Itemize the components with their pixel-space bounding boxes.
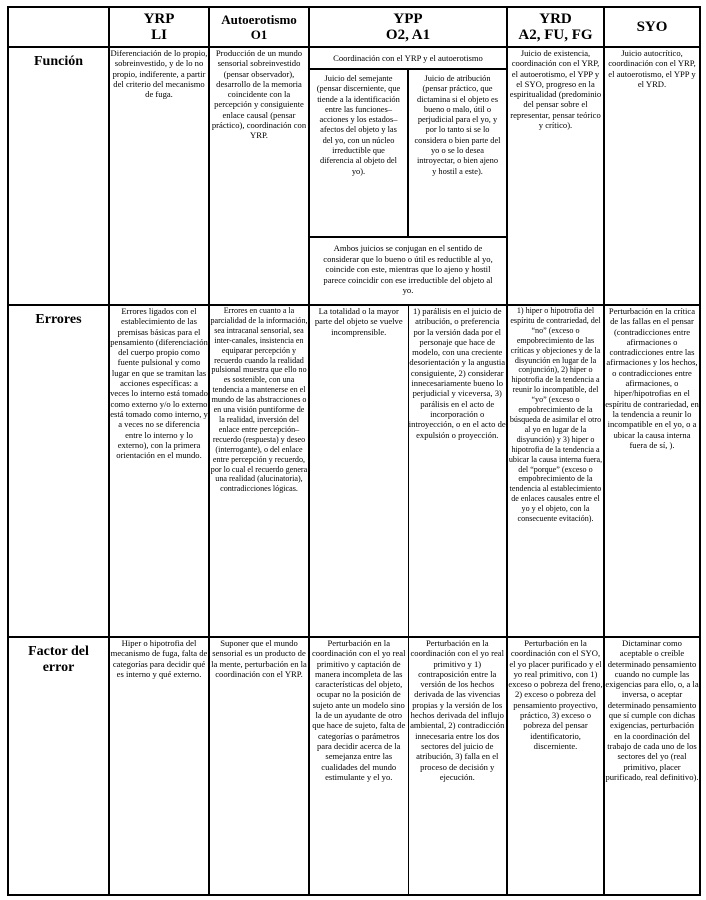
funcion-yrp-cell: Diferenciación de lo propio, sobreinvestido, y de lo no propio, indiferente, a partir del criterio del mecanismo de fuga. (109, 47, 209, 305)
funcion-yrd-cell: Juicio de existencia, coordinación con el YRP, el autoerotismo, el YPP y el SYO, progreso en la espiritualidad (predominio del pensar sobre el representar, pensar teórico y crítico). (507, 47, 604, 305)
header-corner (8, 7, 109, 47)
factor-syo-cell: Dictaminar como aceptable o creíble determinado pensamiento cuando no cumple las exigencias para ello, o, a la inversa, o aceptar determinado pensamiento que sí cumple con dichas exigencias, perturbación en la coordinación del trabajo de cada uno de los sectores del yo (real primitivo, placer purificado, real definitivo). (604, 637, 700, 895)
errores-yrd-cell: 1) hiper o hipotrofia del espíritu de contrariedad, del “no” (exceso o empobrecimiento de las críticas y objeciones y de la disyunción en lugar de la conjunción), 2) hiper o hipotrofia de la tendencia a reunir lo incompatible, del “yo” (exceso o empobrecimiento de la búsqueda de asimilar el otro al yo en lugar de la disyunción) y 3) hiper o hipotrofia de la tendencia a ubicar la causa interna fuera, del “porque” (exceso o empobrecimiento de la tendencia al establecimiento de enlaces causales entre el yo y el objeto, con la consecuente evitación). (507, 305, 604, 637)
funcion-ypp-split (310, 70, 506, 238)
header-ypp-line1: YPP (393, 11, 423, 27)
header-ypp-line2: O2, A1 (385, 27, 431, 43)
factor-auto-cell: Suponer que el mundo sensorial es un producto de la mente, perturbación en la coordinación con el YRP. (209, 637, 309, 895)
factor-ypp-left: Perturbación en la coordinación con el yo real primitivo y captación de manera incompleta de las características del objeto, ocupar no la posición de sujeto ante un modelo sino la de un ayudante de otro que hace de sujeto, falta de categorías o parámetros para decidir acerca de la semejanza entre las cualidades del mundo estimulante y el yo. (309, 637, 408, 895)
factor-ypp-right: Perturbación en la coordinación con el yo real primitivo y 1) contraposición entre la versión de los hechos derivada de las vivencias propias y la versión de los hechos derivada del influjo ambiental, 2) contradicción innecesaria entre los dos sectores del juicio de atribución, 3) falla en el proceso de decisión y ejecución. (408, 637, 507, 895)
header-ypp (309, 7, 507, 47)
errores-yrp-cell: Errores ligados con el establecimiento de las premisas básicas para el pensamiento (diferenciación del cuerpo propio como fuente pulsional y como lugar en que se tramitan las acciones específicas: a veces lo interno está tomado como externo y/o lo externo está tomado como interno, y a veces no se diferencia entre lo interno y lo externo), con la primera orientación en el mundo. (109, 305, 209, 637)
header-yrd-line1: YRD (539, 11, 572, 27)
factor-yrd-cell: Perturbación en la coordinación con el SYO, el yo placer purificado y el yo real primitivo, con 1) exceso o pobreza del freno, 2) exceso o pobreza del pensamiento proyectivo, práctico, 3) exceso o pobreza del pensar identificatorio, discerniente. (507, 637, 604, 895)
errores-syo-cell: Perturbación en la crítica de las fallas en el pensar (contradicciones entre afirmaciones o contradicciones entre las afirmaciones y los hechos, o contradicciones entre afirmaciones, o hiper/hipotrofias en el espíritu de contrariedad, en la tendencia a reunir lo incompatible en el yo, o a ubicar la causa interna fuera de sí, ). (604, 305, 700, 637)
header-yrp-line1: YRP (143, 11, 175, 27)
factor-yrp-cell: Hiper o hipotrofia del mecanismo de fuga, falta de categorías para decidir qué es interno y qué externo. (109, 637, 209, 895)
header-yrp (109, 7, 209, 47)
row-errores (8, 305, 700, 637)
header-yrd (507, 7, 604, 47)
header-row (8, 7, 700, 47)
funcion-ypp-cell (309, 47, 507, 305)
errores-auto-cell: Errores en cuanto a la parcialidad de la información, sea intracanal sensorial, sea inter-canales, insistencia en equiparar percepción y recuerdo cuando la realidad pulsional muestra que ello no es sostenible, con una tendencia a mantenerse en el mundo de las abstracciones o en una visión puntiforme de la realidad, inversión del enlace entre percepción–recuerdo (respuesta) y deseo (interrogante), o del enlace entre percepción y recuerdo, por lo cual el recuerdo genera una realidad (alucinatoria), contradicciones lógicas. (209, 305, 309, 637)
row-label-funcion: Función (8, 47, 109, 305)
funcion-syo-cell: Juicio autocrítico, coordinación con el YRP, el autoerotismo, el YPP y el YRD. (604, 47, 700, 305)
header-auto-line2: O1 (250, 27, 268, 42)
comparison-table (7, 6, 701, 896)
header-syo-line1: SYO (636, 19, 668, 35)
funcion-ypp-top: Coordinación con el YRP y el autoerotismo (310, 48, 506, 70)
row-label-errores: Errores (8, 305, 109, 637)
funcion-ypp-bottom: Ambos juicios se conjugan en el sentido de considerar que lo bueno o útil es reductible al yo, coincide con este, mientras que lo ajeno y hostil parece coincidir con ese irreductible del objeto al yo. (323, 243, 493, 296)
funcion-ypp-left: Juicio del semejante (pensar discerniente, que tiende a la identificación entre las funciones–acciones y los estados–afectos del objeto y las del yo, con un núcleo irreductible que diferencia al objeto del yo). (310, 70, 409, 236)
funcion-ypp-right: Juicio de atribución (pensar práctico, que dictamina si el objeto es bueno o malo, útil o perjudicial para el yo, y por lo tanto si se lo considera o bien parte del yo o se lo desea introyectar, o bien ajeno y hostil a este). (414, 74, 501, 176)
header-syo (604, 7, 700, 47)
errores-ypp-left: La totalidad o la mayor parte del objeto se vuelve incomprensible. (309, 305, 408, 637)
row-factor (8, 637, 700, 895)
row-funcion (8, 47, 700, 305)
header-autoerotismo (209, 7, 309, 47)
funcion-auto-cell: Producción de un mundo sensorial sobreinvestido (pensar observador), desarrollo de la memoria coincidente con la percepción y consiguiente enlace causal (pensar práctico), coordinación con YRP. (209, 47, 309, 305)
header-yrp-line2: LI (151, 27, 167, 43)
row-label-factor-line1: Factor del (28, 644, 89, 659)
header-yrd-line2: A2, FU, FG (518, 27, 593, 43)
row-label-factor (8, 637, 109, 895)
row-label-factor-line2: error (42, 660, 75, 675)
errores-ypp-right: 1) parálisis en el juicio de atribución, o preferencia por la versión dada por el personaje que hace de modelo, con una creciente desorientación y la angustia consiguiente, 2) considerar innecesariamente bueno lo perjudicial y viceversa, 3) parálisis en el acto de incorporación o introyección, o en el acto de expulsión o proyección. (408, 305, 507, 637)
header-auto-line1: Autoerotismo (221, 12, 297, 27)
